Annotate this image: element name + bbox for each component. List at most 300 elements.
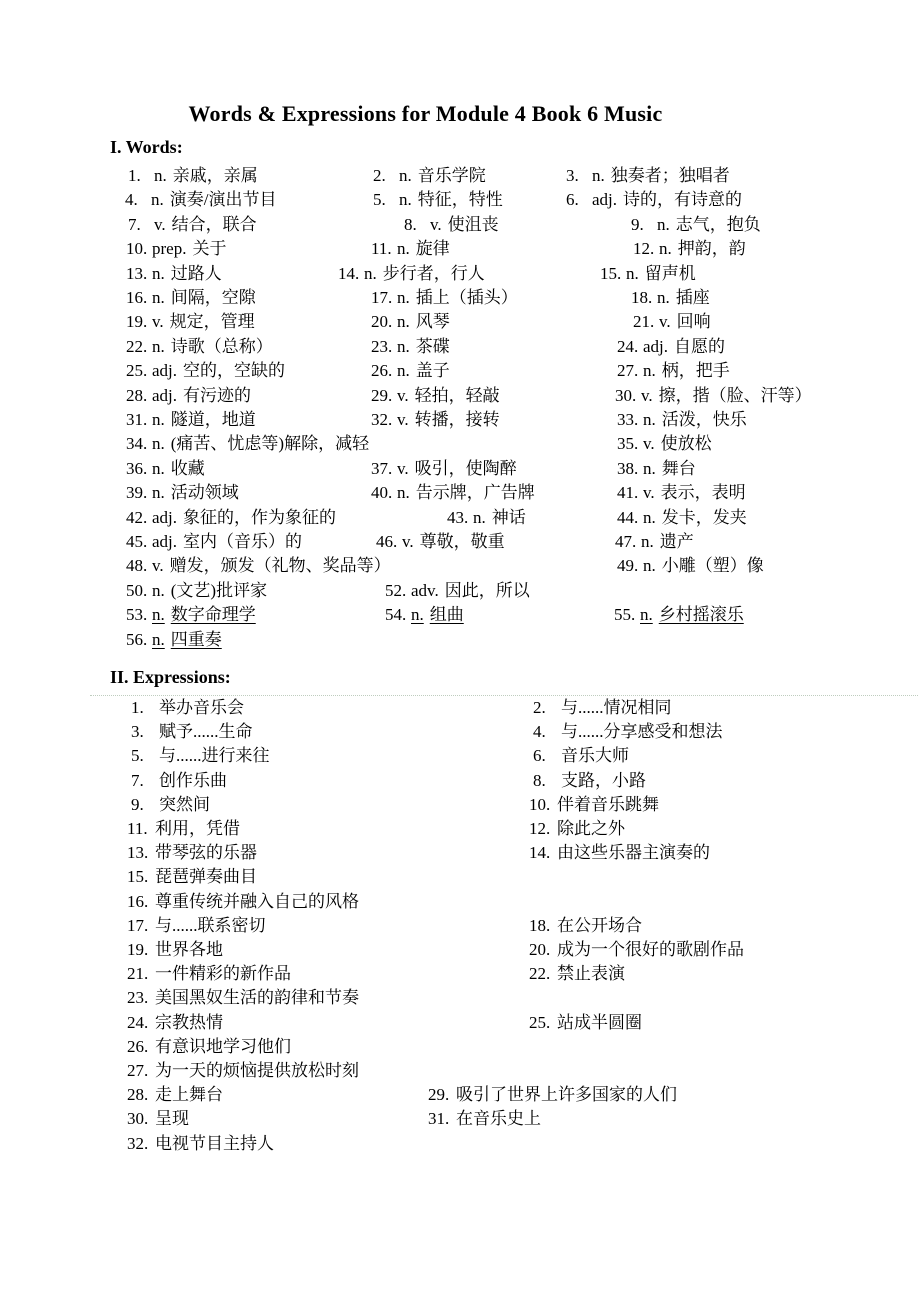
expression-item-29 <box>428 1085 677 1105</box>
part-of-speech: n. <box>397 288 410 307</box>
entry-number: 7. <box>131 770 144 790</box>
word-item-33 <box>617 410 747 430</box>
word-item-1 <box>128 166 258 186</box>
entry-number: 1. <box>128 166 141 185</box>
entry-number: 21. <box>127 964 149 984</box>
entry-number: 22. <box>126 336 148 356</box>
entry-number: 47. <box>615 532 637 551</box>
entry-text: 空的，空缺的 <box>183 361 286 381</box>
entry-number: 5. <box>131 746 144 766</box>
part-of-speech: n. <box>397 361 410 381</box>
entry-text: 世界各地 <box>155 940 223 959</box>
entry-number: 29. <box>371 385 393 405</box>
entry-text: 回响 <box>676 312 711 332</box>
entry-text: 由这些乐器主演奏的 <box>557 843 710 863</box>
entry-text: 轻拍，轻敲 <box>414 385 500 405</box>
entry-text: 过路人 <box>170 263 222 283</box>
word-item-42 <box>126 508 336 528</box>
entry-text: 因此，所以 <box>444 580 530 600</box>
entry-number: 11. <box>371 239 392 259</box>
entry-text: 留声机 <box>644 263 696 283</box>
word-item-21 <box>633 312 711 332</box>
entry-number: 53. <box>126 605 148 625</box>
word-item-52 <box>385 581 530 601</box>
word-item-46 <box>376 532 505 552</box>
word-item-53 <box>126 605 256 625</box>
entry-text: 表示，表明 <box>660 483 746 503</box>
entry-text: 禁止表演 <box>557 964 625 984</box>
entry-text: 举办音乐会 <box>159 698 244 717</box>
expression-item-13 <box>127 843 257 863</box>
expression-item-31 <box>428 1109 541 1129</box>
entry-text: 美国黑奴生活的韵律和节奏 <box>155 988 359 1008</box>
words-section-heading: I. Words: <box>110 137 183 157</box>
part-of-speech: n. <box>411 605 424 625</box>
entry-number: 31. <box>428 1109 450 1129</box>
entry-text: 伴着音乐跳舞 <box>557 794 659 814</box>
part-of-speech: adv. <box>411 580 439 600</box>
part-of-speech: n. <box>643 410 656 429</box>
part-of-speech: v. <box>397 458 409 478</box>
entry-text: 活动领域 <box>170 483 239 503</box>
word-item-7 <box>128 215 257 235</box>
entry-number: 7. <box>128 214 141 234</box>
entry-text: 志气，抱负 <box>675 214 761 234</box>
entry-text: 关于 <box>192 239 227 259</box>
expression-item-3 <box>131 722 253 742</box>
word-item-2 <box>373 166 486 186</box>
entry-text: 在音乐史上 <box>456 1109 541 1129</box>
word-item-23 <box>371 337 450 357</box>
part-of-speech: n. <box>152 605 165 625</box>
word-item-26 <box>371 361 450 381</box>
word-item-27 <box>617 361 730 381</box>
part-of-speech: v. <box>152 312 164 332</box>
word-item-36 <box>126 459 205 479</box>
entry-text: 擦，揩（脸、汗等） <box>658 385 812 405</box>
expression-item-28 <box>127 1085 223 1105</box>
entry-text: 与......分享感受和想法 <box>561 722 723 742</box>
word-item-38 <box>617 459 696 479</box>
entry-number: 27. <box>127 1061 149 1080</box>
word-item-45 <box>126 532 302 552</box>
entry-number: 15. <box>600 263 622 283</box>
part-of-speech: n. <box>643 458 656 478</box>
entry-number: 8. <box>404 214 417 234</box>
entry-text: 音乐学院 <box>417 166 486 185</box>
entry-text: 茶碟 <box>415 336 450 356</box>
part-of-speech: n. <box>152 629 165 649</box>
entry-number: 30. <box>127 1109 149 1129</box>
part-of-speech: n. <box>626 263 639 283</box>
entry-text: 支路，小路 <box>561 770 646 790</box>
document-title: Words & Expressions for Module 4 Book 6 Music <box>188 101 663 126</box>
part-of-speech: v. <box>643 434 655 454</box>
entry-text: 电视节目主持人 <box>155 1133 274 1153</box>
word-item-19 <box>126 312 255 332</box>
entry-number: 45. <box>126 532 148 551</box>
entry-text: 自愿的 <box>674 336 726 356</box>
entry-number: 27. <box>617 361 639 381</box>
part-of-speech: n. <box>152 263 165 283</box>
entry-text: 独奏者；独唱者 <box>610 166 730 185</box>
expression-item-10 <box>529 795 659 815</box>
part-of-speech: n. <box>643 556 656 576</box>
expression-item-27 <box>127 1061 359 1081</box>
expression-item-30 <box>127 1109 189 1129</box>
entry-number: 2. <box>533 698 546 717</box>
entry-number: 16. <box>127 891 149 911</box>
expression-item-14 <box>529 843 710 863</box>
part-of-speech: n. <box>643 361 656 381</box>
word-item-44 <box>617 508 747 528</box>
entry-number: 16. <box>126 288 148 307</box>
entry-text: 押韵，韵 <box>677 239 746 259</box>
dotted-divider <box>90 695 918 696</box>
entry-number: 23. <box>371 336 393 356</box>
expression-item-19 <box>127 940 223 960</box>
entry-text: 四重奏 <box>170 629 222 649</box>
expression-item-23 <box>127 988 359 1008</box>
entry-number: 9. <box>631 214 644 234</box>
entry-number: 11. <box>127 819 148 838</box>
entry-number: 31. <box>126 410 148 429</box>
expression-item-7 <box>131 771 227 791</box>
entry-number: 36. <box>126 458 148 478</box>
expression-item-8 <box>533 771 646 791</box>
entry-text: 旋律 <box>415 239 450 259</box>
expression-item-9 <box>131 795 210 815</box>
entry-text: 室内（音乐）的 <box>183 532 303 551</box>
expression-item-4 <box>533 722 723 742</box>
part-of-speech: n. <box>659 239 672 259</box>
entry-text: 除此之外 <box>557 819 625 838</box>
entry-text: 创作乐曲 <box>159 770 227 790</box>
entry-text: 一件精彩的新作品 <box>155 964 291 984</box>
entry-text: 吸引了世界上许多国家的人们 <box>456 1085 677 1105</box>
part-of-speech: n. <box>152 458 165 478</box>
part-of-speech: v. <box>402 532 414 551</box>
entry-text: 走上舞台 <box>155 1085 223 1105</box>
entry-text: 遗产 <box>659 532 694 551</box>
entry-number: 8. <box>533 770 546 790</box>
word-item-31 <box>126 410 256 430</box>
entry-number: 19. <box>126 312 148 332</box>
part-of-speech: n. <box>152 410 165 429</box>
word-item-25 <box>126 361 285 381</box>
part-of-speech: n. <box>657 214 670 234</box>
entry-number: 15. <box>127 867 149 887</box>
entry-text: 柄，把手 <box>661 361 730 381</box>
entry-text: 神话 <box>491 507 526 527</box>
word-item-41 <box>617 483 746 503</box>
part-of-speech: n. <box>154 166 167 185</box>
entry-text: 收藏 <box>170 458 205 478</box>
entry-text: 使放松 <box>660 434 712 454</box>
entry-number: 6. <box>566 190 579 210</box>
entry-number: 32. <box>127 1133 149 1153</box>
entry-number: 3. <box>566 166 579 185</box>
entry-text: 转播，接转 <box>414 410 500 429</box>
word-item-17 <box>371 288 518 308</box>
part-of-speech: v. <box>397 385 409 405</box>
entry-number: 52. <box>385 580 407 600</box>
part-of-speech: adj. <box>152 532 178 551</box>
word-item-47 <box>615 532 694 552</box>
part-of-speech: v. <box>152 556 164 576</box>
entry-text: 活泼，快乐 <box>661 410 747 429</box>
part-of-speech: v. <box>643 483 655 503</box>
part-of-speech: n. <box>640 605 653 625</box>
expression-item-5 <box>131 746 270 766</box>
entry-number: 20. <box>529 940 551 959</box>
word-item-43 <box>447 508 526 528</box>
expression-item-17 <box>127 916 266 936</box>
word-item-37 <box>371 459 517 479</box>
entry-number: 46. <box>376 532 398 551</box>
entry-number: 49. <box>617 556 639 576</box>
entry-number: 1. <box>131 698 144 717</box>
entry-text: 宗教热情 <box>155 1012 223 1032</box>
entry-text: 有污迹的 <box>183 385 252 405</box>
expression-item-24 <box>127 1013 223 1033</box>
entry-text: 在公开场合 <box>557 915 642 935</box>
entry-text: 带琴弦的乐器 <box>155 843 257 863</box>
entry-number: 39. <box>126 483 148 503</box>
entry-text: (文艺)批评家 <box>170 580 268 600</box>
word-item-6 <box>566 190 742 210</box>
word-item-34 <box>126 434 369 454</box>
part-of-speech: v. <box>641 385 653 405</box>
entry-text: 成为一个很好的歌剧作品 <box>557 940 744 959</box>
entry-number: 25. <box>126 361 148 381</box>
entry-text: 利用，凭借 <box>155 819 240 838</box>
part-of-speech: v. <box>430 214 442 234</box>
entry-number: 42. <box>126 507 148 527</box>
entry-text: 乡村摇滚乐 <box>658 605 744 625</box>
entry-text: 亲戚，亲属 <box>172 166 258 185</box>
entry-number: 30. <box>615 385 637 405</box>
entry-text: 使沮丧 <box>447 214 499 234</box>
entry-text: 尊重传统并融入自己的风格 <box>155 891 359 911</box>
expression-item-25 <box>529 1013 642 1033</box>
entry-text: 象征的，作为象征的 <box>183 507 337 527</box>
part-of-speech: n. <box>657 288 670 307</box>
expression-item-21 <box>127 964 291 984</box>
entry-number: 34. <box>126 434 148 454</box>
word-item-3 <box>566 166 730 186</box>
entry-number: 28. <box>127 1085 149 1105</box>
part-of-speech: n. <box>151 190 164 210</box>
word-item-29 <box>371 386 500 406</box>
entry-number: 14. <box>338 263 360 283</box>
entry-number: 4. <box>125 190 138 210</box>
word-item-24 <box>617 337 725 357</box>
part-of-speech: adj. <box>592 190 618 210</box>
entry-number: 5. <box>373 190 386 210</box>
expression-item-12 <box>529 819 625 839</box>
expression-item-26 <box>127 1037 291 1057</box>
entry-text: 站成半圆圈 <box>557 1012 642 1032</box>
part-of-speech: adj. <box>643 336 669 356</box>
entry-text: 琵琶弹奏曲目 <box>155 867 257 887</box>
entry-number: 3. <box>131 722 144 742</box>
entry-text: 间隔，空隙 <box>170 288 256 307</box>
entry-text: 步行者，行人 <box>382 263 485 283</box>
entry-number: 17. <box>127 915 149 935</box>
entry-text: 音乐大师 <box>561 746 629 766</box>
entry-number: 37. <box>371 458 393 478</box>
entry-text: 结合，联合 <box>171 214 257 234</box>
entry-number: 48. <box>126 556 148 576</box>
part-of-speech: n. <box>397 483 410 503</box>
entry-number: 10. <box>126 239 148 259</box>
entry-number: 6. <box>533 746 546 766</box>
word-item-8 <box>404 215 499 235</box>
entry-text: 赠发，颁发（礼物、奖品等） <box>169 556 391 576</box>
entry-text: 特征，特性 <box>417 190 503 210</box>
entry-number: 55. <box>614 605 636 625</box>
entry-text: 与......联系密切 <box>155 915 266 935</box>
part-of-speech: n. <box>152 483 165 503</box>
entry-number: 25. <box>529 1012 551 1032</box>
part-of-speech: n. <box>641 532 654 551</box>
part-of-speech: n. <box>364 263 377 283</box>
entry-number: 54. <box>385 605 407 625</box>
expression-item-22 <box>529 964 625 984</box>
word-item-35 <box>617 434 712 454</box>
entry-text: 规定，管理 <box>169 312 255 332</box>
entry-number: 18. <box>529 915 551 935</box>
word-item-30 <box>615 386 812 406</box>
expression-item-11 <box>127 819 240 839</box>
part-of-speech: prep. <box>152 239 187 259</box>
part-of-speech: n. <box>399 190 412 210</box>
part-of-speech: v. <box>659 312 671 332</box>
entry-number: 13. <box>126 263 148 283</box>
word-item-40 <box>371 483 535 503</box>
part-of-speech: v. <box>397 410 409 429</box>
entry-number: 43. <box>447 507 469 527</box>
word-item-14 <box>338 264 485 284</box>
word-item-50 <box>126 581 267 601</box>
word-item-4 <box>125 190 276 210</box>
part-of-speech: n. <box>592 166 605 185</box>
word-item-11 <box>371 239 450 259</box>
entry-text: 风琴 <box>415 312 450 332</box>
entry-text: 小雕（塑）像 <box>661 556 764 576</box>
part-of-speech: v. <box>154 214 166 234</box>
entry-number: 14. <box>529 843 551 863</box>
entry-number: 23. <box>127 988 149 1008</box>
entry-number: 17. <box>371 288 393 307</box>
entry-number: 41. <box>617 483 639 503</box>
entry-text: 插座 <box>675 288 710 307</box>
part-of-speech: adj. <box>152 385 178 405</box>
word-item-10 <box>126 239 226 259</box>
part-of-speech: n. <box>152 434 165 454</box>
word-item-16 <box>126 288 256 308</box>
expression-item-32 <box>127 1134 274 1154</box>
word-item-56 <box>126 630 222 650</box>
entry-text: 与......进行来往 <box>159 746 270 766</box>
expression-item-1 <box>131 698 244 718</box>
entry-number: 32. <box>371 410 393 429</box>
expression-item-2 <box>533 698 672 718</box>
part-of-speech: n. <box>152 580 165 600</box>
entry-number: 12. <box>529 819 551 838</box>
part-of-speech: n. <box>152 288 165 307</box>
entry-number: 40. <box>371 483 393 503</box>
entry-number: 9. <box>131 794 144 814</box>
entry-number: 56. <box>126 629 148 649</box>
part-of-speech: n. <box>399 166 412 185</box>
entry-number: 2. <box>373 166 386 185</box>
entry-text: 插上（插头） <box>415 288 518 307</box>
entry-number: 26. <box>371 361 393 381</box>
part-of-speech: adj. <box>152 361 178 381</box>
word-item-9 <box>631 215 761 235</box>
word-item-18 <box>631 288 710 308</box>
entry-number: 19. <box>127 940 149 959</box>
entry-number: 28. <box>126 385 148 405</box>
entry-number: 44. <box>617 507 639 527</box>
entry-number: 38. <box>617 458 639 478</box>
word-item-5 <box>373 190 503 210</box>
part-of-speech: n. <box>397 336 410 356</box>
word-item-13 <box>126 264 222 284</box>
word-item-32 <box>371 410 500 430</box>
entry-number: 33. <box>617 410 639 429</box>
entry-number: 4. <box>533 722 546 742</box>
part-of-speech: n. <box>397 312 410 332</box>
word-item-22 <box>126 337 273 357</box>
entry-number: 26. <box>127 1036 149 1056</box>
entry-text: 为一天的烦恼提供放松时刻 <box>155 1061 359 1080</box>
word-item-54 <box>385 605 464 625</box>
entry-number: 18. <box>631 288 653 307</box>
entry-text: 有意识地学习他们 <box>155 1036 291 1056</box>
entry-text: 诗歌（总称） <box>170 336 273 356</box>
word-item-39 <box>126 483 239 503</box>
part-of-speech: n. <box>152 336 165 356</box>
expression-item-18 <box>529 916 642 936</box>
entry-number: 24. <box>617 336 639 356</box>
entry-text: 组曲 <box>429 605 464 625</box>
entry-text: 演奏/演出节目 <box>169 190 277 210</box>
entry-text: (痛苦、忧虑等)解除，减轻 <box>170 434 370 454</box>
entry-number: 22. <box>529 964 551 984</box>
entry-text: 赋予......生命 <box>159 722 253 742</box>
entry-text: 与......情况相同 <box>561 698 672 717</box>
word-item-49 <box>617 556 764 576</box>
word-item-28 <box>126 386 251 406</box>
entry-text: 舞台 <box>661 458 696 478</box>
expression-item-16 <box>127 892 359 912</box>
word-item-20 <box>371 312 450 332</box>
entry-number: 24. <box>127 1012 149 1032</box>
entry-text: 隧道，地道 <box>170 410 256 429</box>
entry-number: 21. <box>633 312 655 332</box>
entry-number: 12. <box>633 239 655 259</box>
expression-item-15 <box>127 867 257 887</box>
entry-number: 20. <box>371 312 393 332</box>
part-of-speech: adj. <box>152 507 178 527</box>
expression-item-20 <box>529 940 744 960</box>
expression-item-6 <box>533 746 629 766</box>
word-item-15 <box>600 264 696 284</box>
entry-text: 突然间 <box>159 794 210 814</box>
